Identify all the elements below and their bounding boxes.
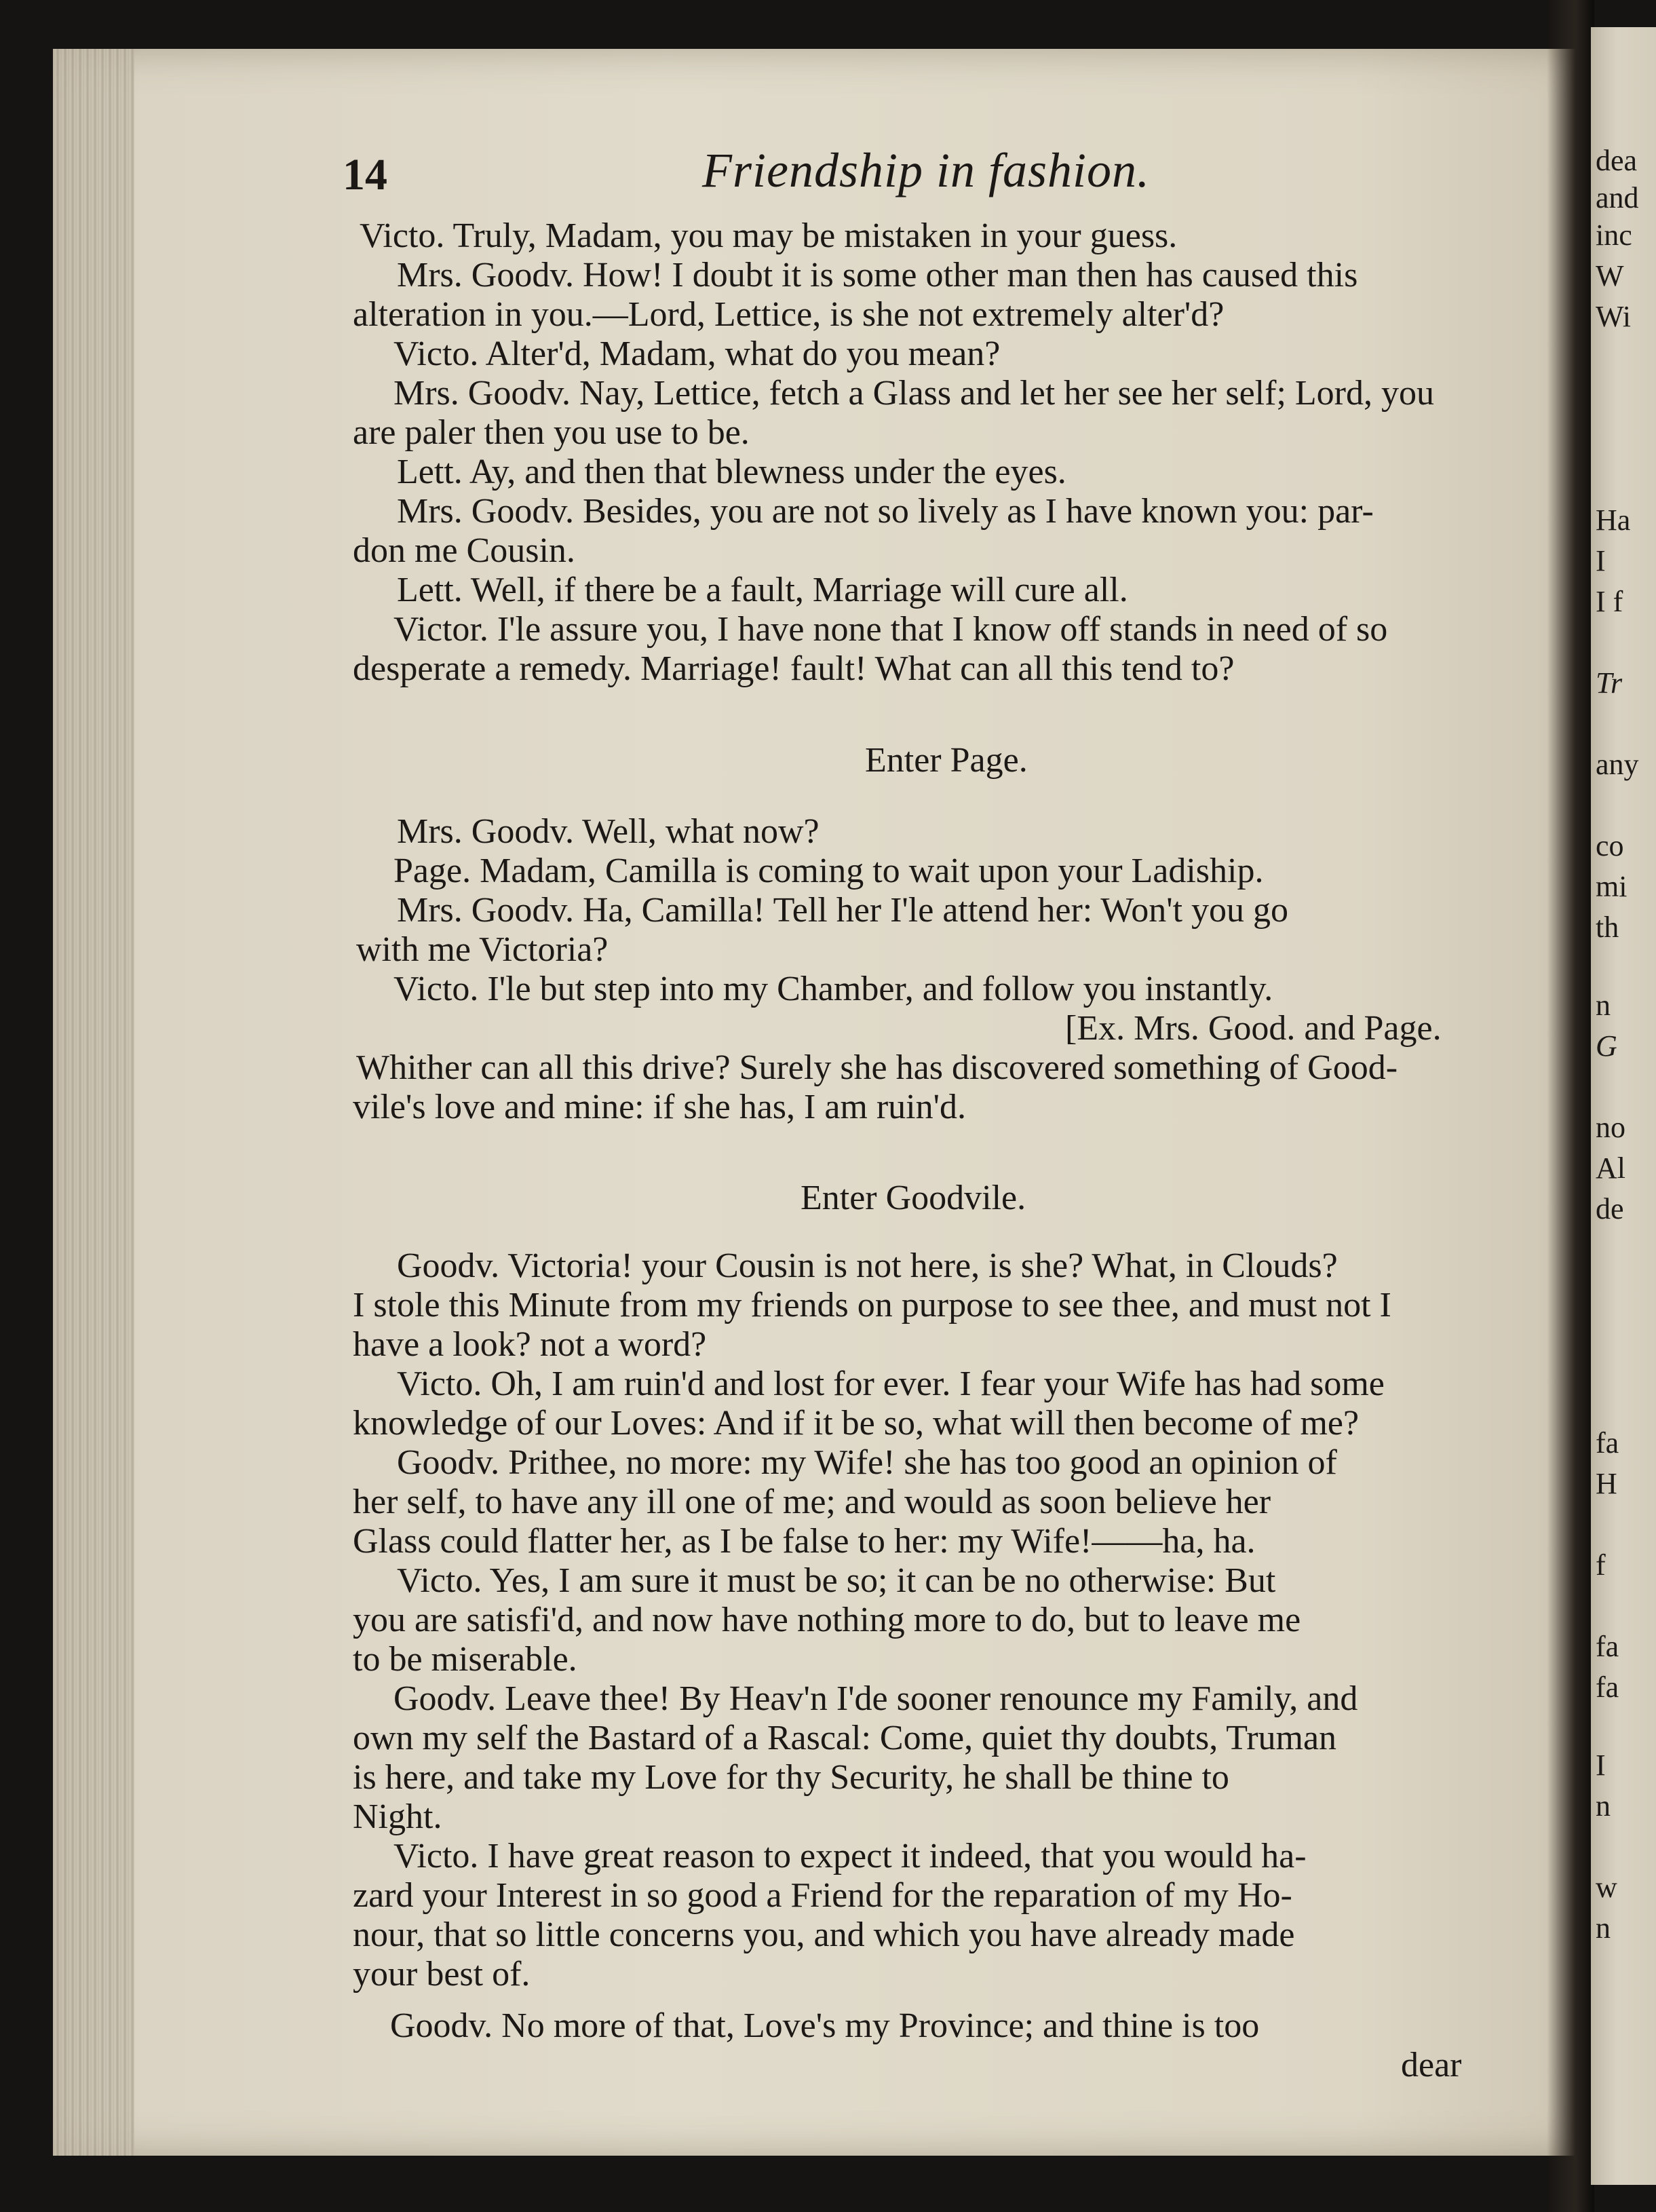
dialogue-line: Glass could flatter her, as I be false to her: my Wife!——ha, ha. bbox=[353, 1522, 1256, 1561]
facing-page-fragment: inc bbox=[1596, 218, 1632, 252]
dialogue-line: Whither can all this drive? Surely she has discovered something of Good- bbox=[356, 1048, 1398, 1087]
facing-page-fragment: n bbox=[1596, 1789, 1611, 1823]
facing-page-fragment: Wi bbox=[1596, 300, 1631, 333]
dialogue-line: zard your Interest in so good a Friend for the reparation of my Ho- bbox=[353, 1876, 1292, 1915]
dialogue-line: desperate a remedy. Marriage! fault! What can all this tend to? bbox=[353, 649, 1235, 688]
facing-page-fragment: n bbox=[1596, 1911, 1611, 1945]
facing-page-fragment: mi bbox=[1596, 870, 1628, 903]
facing-page-fragment: Al bbox=[1596, 1151, 1625, 1185]
dialogue-line: with me Victoria? bbox=[356, 930, 609, 969]
dialogue-line: Goodv. Leave thee! By Heav'n I'de sooner renounce my Family, and bbox=[393, 1679, 1358, 1718]
facing-page-fragment: I f bbox=[1596, 585, 1623, 618]
facing-page-fragment: n bbox=[1596, 989, 1611, 1022]
dialogue-line: Victo. I'le but step into my Chamber, and follow you instantly. bbox=[393, 970, 1273, 1008]
facing-page-fragment: I bbox=[1596, 544, 1606, 577]
facing-page-fragment: W bbox=[1596, 259, 1624, 292]
catchword: dear bbox=[1401, 2046, 1462, 2084]
dialogue-line: your best of. bbox=[353, 1955, 531, 1994]
facing-page-fragment: any bbox=[1596, 748, 1639, 781]
dialogue-line: Goodv. No more of that, Love's my Province; and thine is too bbox=[390, 2006, 1260, 2045]
dialogue-line: Victo. Yes, I am sure it must be so; it can be no otherwise: But bbox=[397, 1561, 1276, 1600]
facing-page-fragment: no bbox=[1596, 1111, 1625, 1144]
dialogue-line: have a look? not a word? bbox=[353, 1325, 707, 1364]
facing-page-fragment: Ha bbox=[1596, 503, 1631, 537]
facing-page-fragment: w bbox=[1596, 1871, 1617, 1904]
dialogue-line: you are satisfi'd, and now have nothing more to do, but to leave me bbox=[353, 1601, 1301, 1639]
dialogue-line: own my self the Bastard of a Rascal: Come, quiet thy doubts, Truman bbox=[353, 1719, 1337, 1757]
dialogue-line: Victo. Truly, Madam, you may be mistaken in your guess. bbox=[360, 216, 1178, 255]
page-number: 14 bbox=[343, 150, 387, 199]
dialogue-line: alteration in you.—Lord, Lettice, is she not extremely alter'd? bbox=[353, 295, 1225, 334]
dialogue-line: her self, to have any ill one of me; and would as soon believe her bbox=[353, 1483, 1271, 1521]
dialogue-line: knowledge of our Loves: And if it be so, what will then become of me? bbox=[353, 1404, 1360, 1443]
facing-page-fragment: fa bbox=[1596, 1426, 1619, 1460]
dialogue-line: Night. bbox=[353, 1797, 442, 1836]
facing-page-fragment: Tr bbox=[1596, 666, 1623, 700]
facing-page-fragment: I bbox=[1596, 1749, 1606, 1782]
facing-page-fragment: H bbox=[1596, 1467, 1617, 1500]
stage-direction: Enter Goodvile. bbox=[801, 1179, 1026, 1217]
facing-page-fragment: G bbox=[1596, 1029, 1617, 1063]
running-title: Friendship in fashion. bbox=[702, 143, 1151, 197]
dialogue-line: Goodv. Prithee, no more: my Wife! she has too good an opinion of bbox=[397, 1443, 1337, 1482]
dialogue-line: Mrs. Goodv. Nay, Lettice, fetch a Glass and let her see her self; Lord, you bbox=[393, 374, 1434, 413]
facing-page-fragment: th bbox=[1596, 911, 1619, 944]
dialogue-line: Victor. I'le assure you, I have none that I know off stands in need of so bbox=[393, 610, 1388, 649]
dialogue-line: is here, and take my Love for thy Security, he shall be thine to bbox=[353, 1758, 1229, 1797]
facing-page-fragment: fa bbox=[1596, 1671, 1619, 1704]
dialogue-line: Lett. Well, if there be a fault, Marriage will cure all. bbox=[397, 571, 1128, 609]
dialogue-line: Victo. I have great reason to expect it indeed, that you would ha- bbox=[393, 1837, 1307, 1875]
facing-page-fragment: de bbox=[1596, 1192, 1624, 1225]
stage-direction: [Ex. Mrs. Good. and Page. bbox=[1065, 1009, 1442, 1048]
stage-direction: Enter Page. bbox=[865, 741, 1028, 780]
dialogue-line: Mrs. Goodv. Well, what now? bbox=[397, 812, 820, 851]
dialogue-line: Victo. Oh, I am ruin'd and lost for ever. I fear your Wife has had some bbox=[397, 1365, 1385, 1403]
dialogue-line: don me Cousin. bbox=[353, 531, 575, 570]
facing-page-fragment: f bbox=[1596, 1548, 1606, 1582]
dialogue-line: Page. Madam, Camilla is coming to wait upon your Ladiship. bbox=[393, 852, 1264, 890]
dialogue-line: I stole this Minute from my friends on purpose to see thee, and must not I bbox=[353, 1286, 1391, 1324]
facing-page-fragment: and bbox=[1596, 181, 1639, 214]
facing-page-fragment: fa bbox=[1596, 1630, 1619, 1663]
dialogue-line: Victo. Alter'd, Madam, what do you mean? bbox=[393, 335, 1001, 373]
dialogue-line: Mrs. Goodv. How! I doubt it is some other man then has caused this bbox=[397, 256, 1358, 294]
dialogue-line: Mrs. Goodv. Ha, Camilla! Tell her I'le attend her: Won't you go bbox=[397, 891, 1289, 930]
dialogue-line: to be miserable. bbox=[353, 1640, 577, 1679]
dialogue-line: nour, that so little concerns you, and which you have already made bbox=[353, 1915, 1295, 1954]
facing-page-fragment: co bbox=[1596, 829, 1624, 862]
dialogue-line: Mrs. Goodv. Besides, you are not so lively as I have known you: par- bbox=[397, 492, 1374, 531]
dialogue-line: Goodv. Victoria! your Cousin is not here, is she? What, in Clouds? bbox=[397, 1246, 1338, 1285]
dialogue-line: vile's love and mine: if she has, I am ruin'd. bbox=[353, 1088, 966, 1126]
facing-page-fragment: dea bbox=[1596, 144, 1638, 177]
dialogue-line: are paler then you use to be. bbox=[353, 413, 750, 452]
dialogue-line: Lett. Ay, and then that blewness under the eyes. bbox=[397, 453, 1066, 491]
